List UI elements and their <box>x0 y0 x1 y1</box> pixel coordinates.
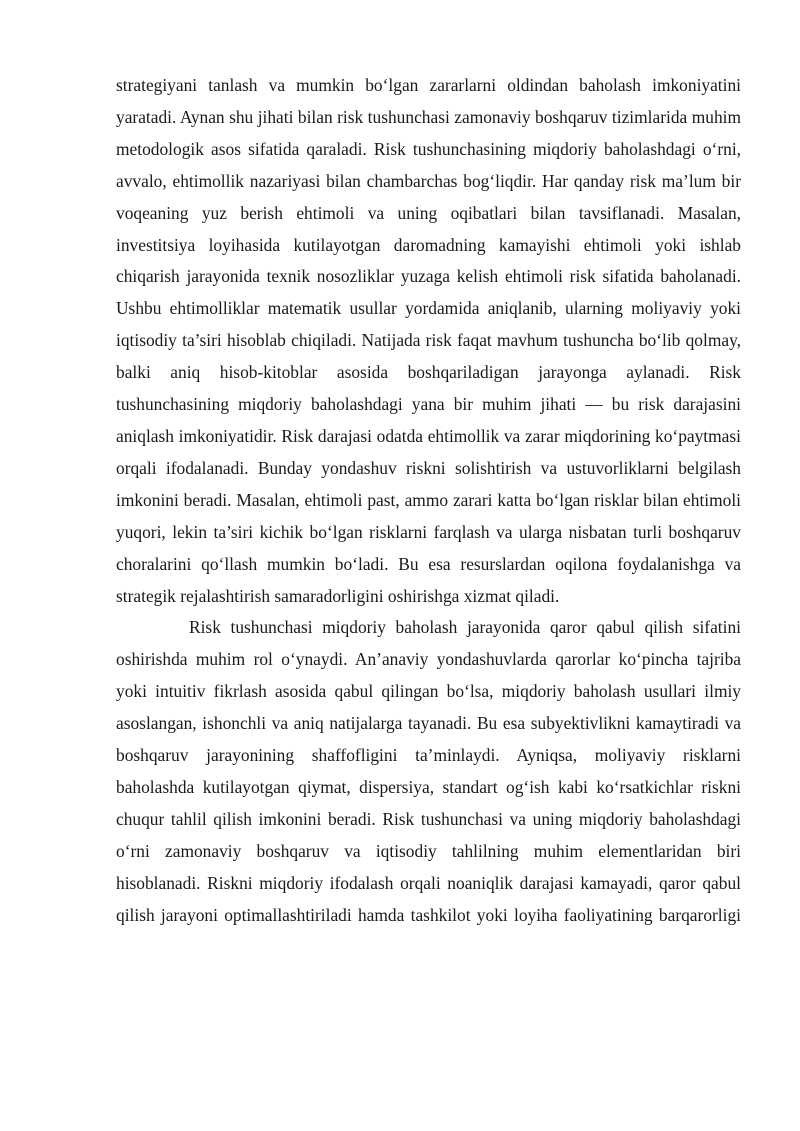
document-page <box>116 70 741 931</box>
paragraph-2: Risk tushunchasi miqdoriy baholash jarayonida qaror qabul qilish sifatini oshirishda muhim rol o‘ynaydi. An’anaviy yondashuvlarda qarorlar ko‘pincha tajriba yoki intuitiv fikrlash asosida qabul qilingan bo‘lsa, miqdoriy baholash usullari ilmiy asoslangan, ishonchli va aniq natijalarga tayanadi. Bu esa subyektivlikni kamaytiradi va boshqaruv jarayonining shaffofligini ta’minlaydi. Ayniqsa, moliyaviy risklarni baholashda kutilayotgan qiymat, dispersiya, standart og‘ish kabi ko‘rsatkichlar riskni chuqur tahlil qilish imkonini beradi. Risk tushunchasi va uning miqdoriy baholashdagi o‘rni zamonaviy boshqaruv va iqtisodiy tahlilning muhim elementlaridan biri hisoblanadi. Riskni miqdoriy ifodalash orqali noaniqlik darajasi kamayadi, qaror qabul qilish jarayoni optimallashtiriladi hamda tashkilot yoki loyiha faoliyatining barqarorligi <box>116 617 741 925</box>
paragraph-1: strategiyani tanlash va mumkin bo‘lgan zararlarni oldindan baholash imkoniyatini yaratadi. Aynan shu jihati bilan risk tushunchasi zamonaviy boshqaruv tizimlarida muhim metodologik asos sifatida qaraladi. Risk tushunchasining miqdoriy baholashdagi o‘rni, avvalo, ehtimollik nazariyasi bilan chambarchas bog‘liqdir. Har qanday risk ma’lum bir voqeaning yuz berish ehtimoli va uning oqibatlari bilan tavsiflanadi. Masalan, investitsiya loyihasida kutilayotgan daromadning kamayishi ehtimoli yoki ishlab chiqarish jarayonida texnik nosozliklar yuzaga kelish ehtimoli risk sifatida baholanadi. Ushbu ehtimolliklar matematik usullar yordamida aniqlanib, ularning moliyaviy yoki iqtisodiy ta’siri hisoblab chiqiladi. Natijada risk faqat mavhum tushuncha bo‘lib qolmay, balki aniq hisob-kitoblar asosida boshqariladigan jarayonga aylanadi. Risk tushunchasining miqdoriy baholashdagi yana bir muhim jihati — bu risk darajasini aniqlash imkoniyatidir. Risk darajasi odatda ehtimollik va zarar miqdorining ko‘paytmasi orqali ifodalanadi. Bunday yondashuv riskni solishtirish va ustuvorliklarni belgilash imkonini beradi. Masalan, ehtimoli past, ammo zarari katta bo‘lgan risklar bilan ehtimoli yuqori, lekin ta’siri kichik bo‘lgan risklarni farqlash va ularga nisbatan turli boshqaruv choralarini qo‘llash mumkin bo‘ladi. Bu esa resurslardan oqilona foydalanishga va strategik rejalashtirish samaradorligini oshirishga xizmat qiladi. <box>116 75 741 606</box>
